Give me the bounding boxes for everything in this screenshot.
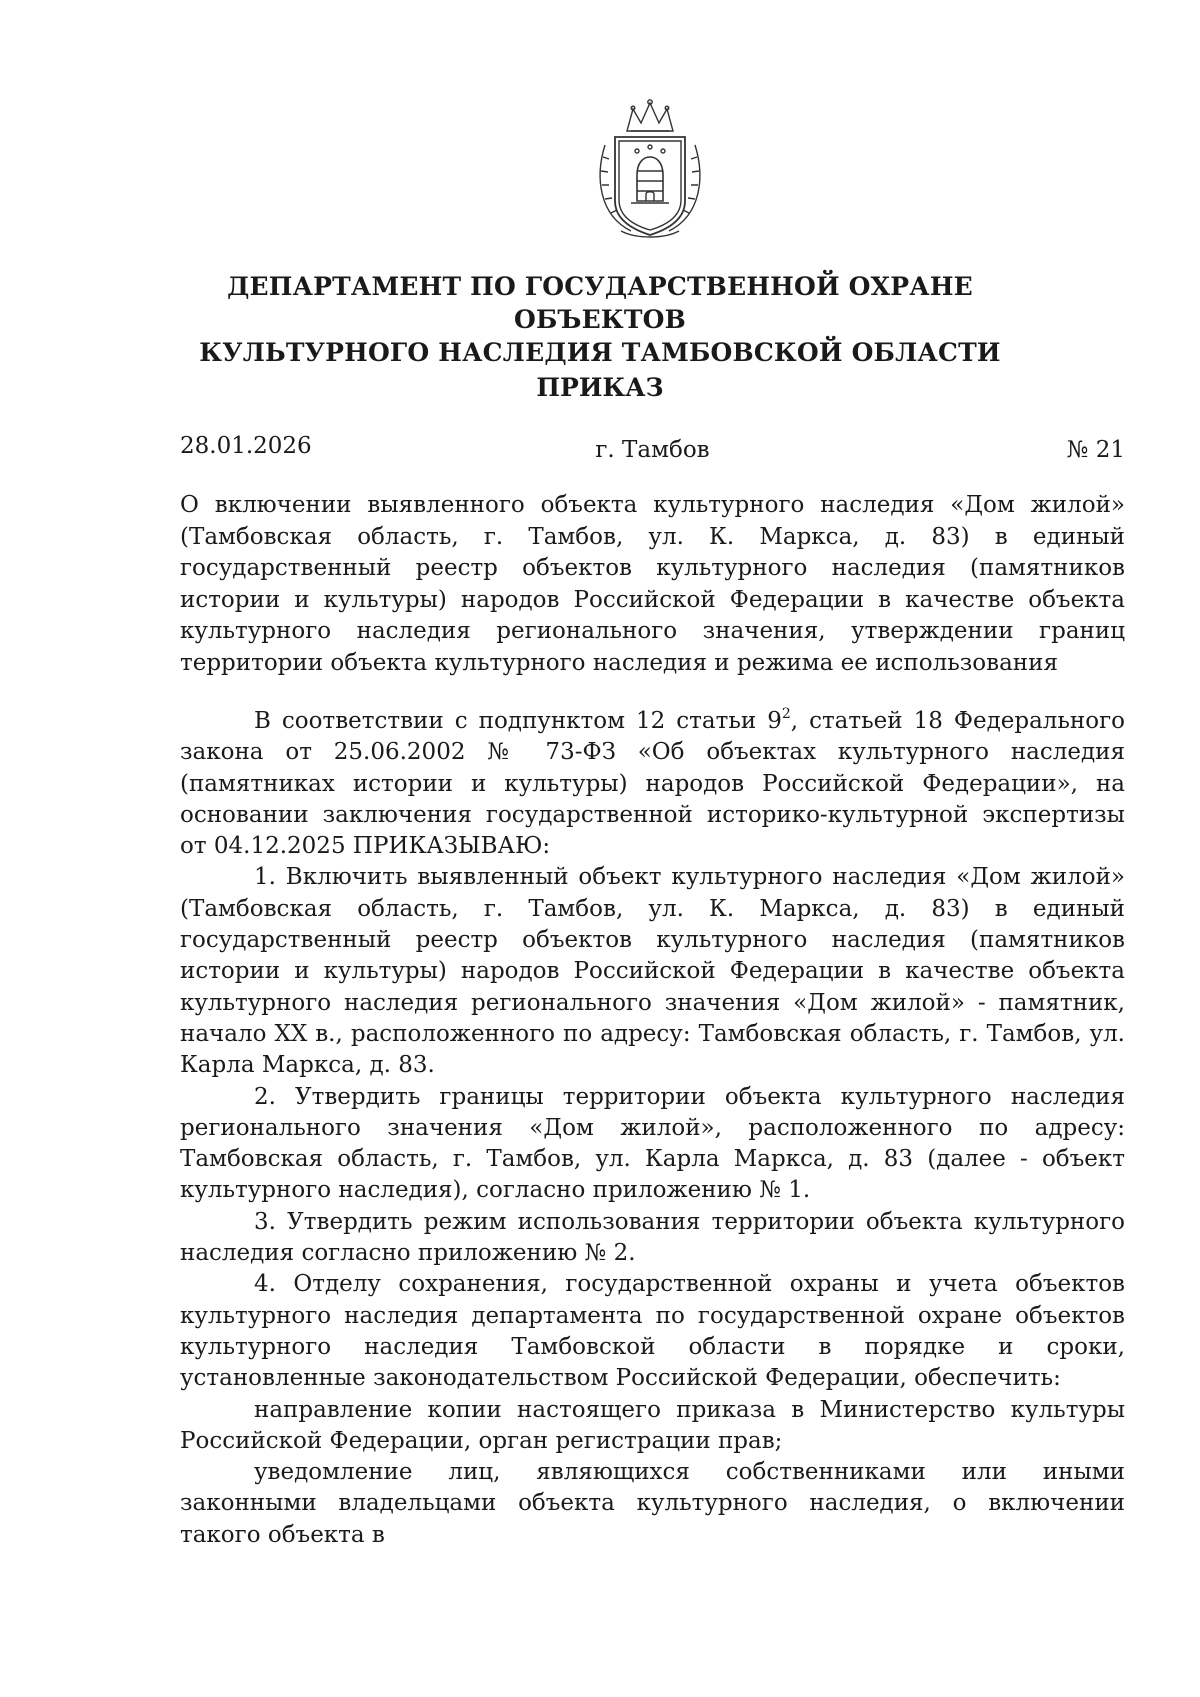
document-city: г. Тамбов: [595, 437, 710, 463]
document-body: [180, 706, 1125, 1551]
preamble-text-part-1: В соответствии с подпунктом 12 статьи 9: [254, 708, 782, 734]
tambov-coat-of-arms-icon: [591, 97, 709, 241]
preamble-paragraph: [180, 706, 1125, 862]
document-number: № 21: [1066, 437, 1125, 463]
department-name-line-1: ДЕПАРТАМЕНТ ПО ГОСУДАРСТВЕННОЙ ОХРАНЕ ОБЪЕКТОВ: [227, 272, 973, 334]
department-name-line-2: КУЛЬТУРНОГО НАСЛЕДИЯ ТАМБОВСКОЙ ОБЛАСТИ: [199, 338, 1001, 367]
document-meta-row: [180, 430, 1125, 462]
preamble-text-part-2: , статьей 18 Федерального закона от 25.06.2002 № 73-ФЗ «Об объектах культурного наследия (памятниках истории и культуры) народов Российской Федерации», на основании заключения государственной историко-культурной экспертизы от 04.12.2025 ПРИКАЗЫВАЮ:: [180, 708, 1125, 860]
order-item-2: 2. Утвердить границы территории объекта культурного наследия регионального значения «Дом жилой», расположенного по адресу: Тамбовская область, г. Тамбов, ул. Карла Маркса, д. 83 (далее - объект культурного наследия), согласно приложению № 1.: [180, 1083, 1125, 1204]
order-item-1: 1. Включить выявленный объект культурного наследия «Дом жилой» (Тамбовская область, г. Тамбов, ул. К. Маркса, д. 83) в единый государственный реестр объектов культурного наследия (памятников истории и культуры) народов Российской Федерации в качестве объекта культурного наследия регионального значения «Дом жилой» - памятник, начало XX в., расположенного по адресу: Тамбовская область, г. Тамбов, ул. Карла Маркса, д. 83.: [180, 864, 1125, 1079]
order-subitem-owner-notification: уведомление лиц, являющихся собственниками или иными законными владельцами объекта культурного наследия, о включении такого объекта в: [180, 1459, 1125, 1548]
department-header: [150, 270, 1050, 369]
order-item-4: 4. Отделу сохранения, государственной охраны и учета объектов культурного наследия департамента по государственной охране объектов культурного наследия Тамбовской области в порядке и сроки, установленные законодательством Российской Федерации, обеспечить:: [180, 1271, 1125, 1392]
order-subitem-copy-direction: направление копии настоящего приказа в Министерство культуры Российской Федерации, орган регистрации прав;: [180, 1396, 1125, 1454]
document-date: 28.01.2026: [180, 433, 312, 459]
order-item-3: 3. Утвердить режим использования территории объекта культурного наследия согласно приложению № 2.: [180, 1208, 1125, 1267]
preamble-superscript: 2: [781, 706, 791, 722]
document-subject: О включении выявленного объекта культурного наследия «Дом жилой» (Тамбовская область, г. Тамбов, ул. К. Маркса, д. 83) в единый государственный реестр объектов культурного наследия (памятников истории и культуры) народов Российской Федерации в качестве объекта культурного наследия регионального значения, утверждении границ территории объекта культурного наследия и режима ее использования: [180, 492, 1125, 676]
document-type-title: ПРИКАЗ: [536, 373, 664, 402]
